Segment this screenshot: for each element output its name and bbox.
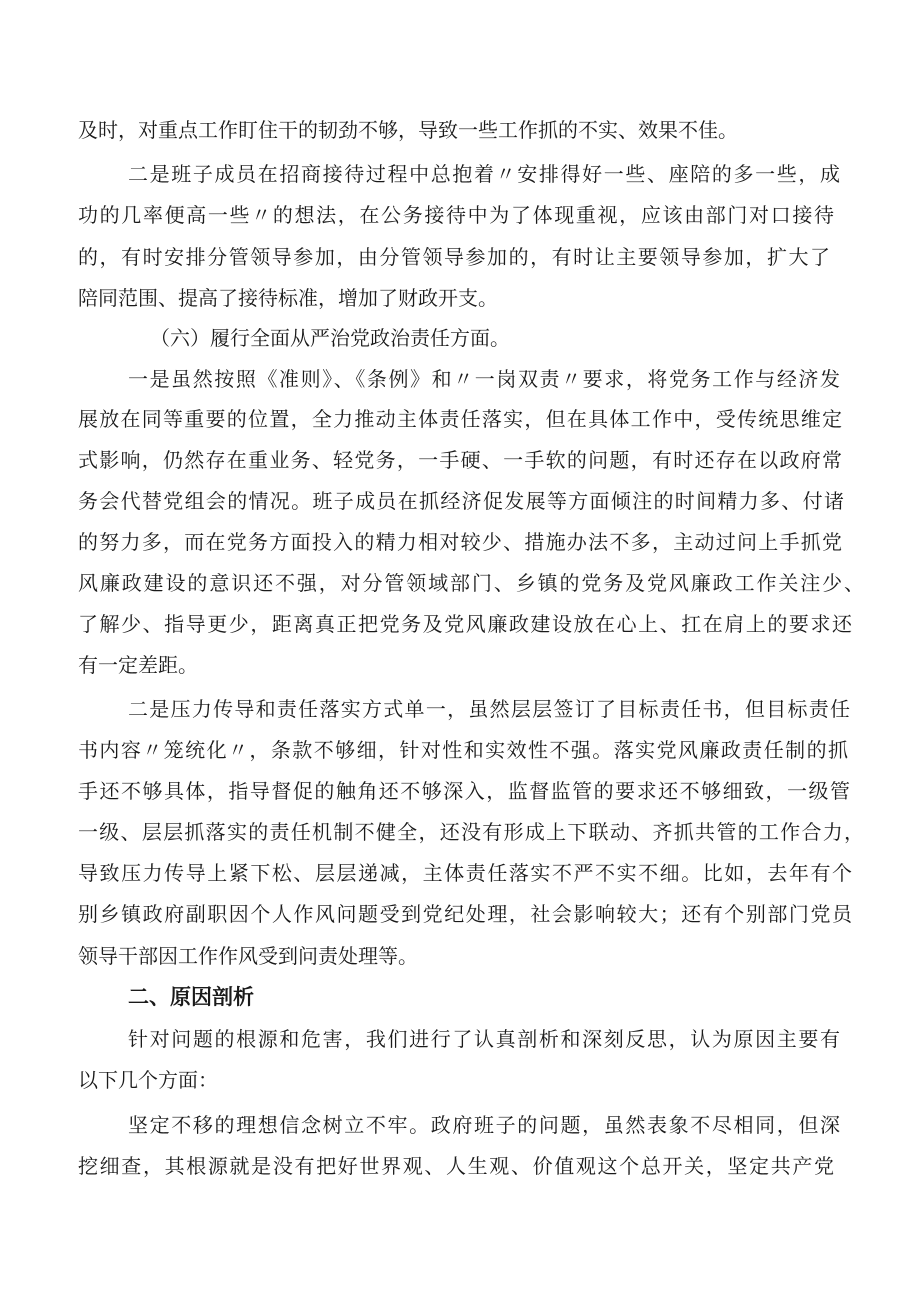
text-line-21: 领导干部因工作作风受到问责处理等。 xyxy=(78,944,418,968)
text-line-16: 书内容〃笼统化〃，条款不够细，针对性和实效性不强。落实党风廉政责任制的抓 xyxy=(78,738,848,762)
text-line-14: 有一定差距。 xyxy=(78,653,198,677)
text-line-12: 风廉政建设的意识还不强，对分管领域部门、乡镇的党务及党风廉政工作关注少、 xyxy=(78,571,864,595)
text-line-18: 一级、层层抓落实的责任机制不健全，还没有形成上下联动、齐抓共管的工作合力， xyxy=(78,820,864,844)
text-line-5: 陪同范围、提高了接待标准，增加了财政开支。 xyxy=(78,286,498,310)
text-line-24: 以下几个方面： xyxy=(78,1068,218,1092)
text-line-3: 功的几率便高一些〃的想法，在公务接待中为了体现重视，应该由部门对口接待 xyxy=(78,203,834,227)
text-line-7: 一是虽然按照《准则》、《条例》和〃一岗双责〃要求，将党务工作与经济发 xyxy=(128,367,840,391)
text-line-4: 的，有时安排分管领导参加，由分管领导参加的，有时让主要领导参加，扩大了 xyxy=(78,245,830,269)
section-heading: 二、原因剖析 xyxy=(128,985,254,1009)
text-line-10: 务会代替党组会的情况。班子成员在抓经济促发展等方面倾注的时间精力多、付诸 xyxy=(78,489,844,513)
text-line-23: 针对问题的根源和危害，我们进行了认真剖析和深刻反思，认为原因主要有 xyxy=(128,1027,840,1051)
text-line-26: 挖细查，其根源就是没有把好世界观、人生观、价值观这个总开关，坚定共产党 xyxy=(78,1154,834,1178)
text-line-8: 展放在同等重要的位置，全力推动主体责任落实，但在具体工作中，受传统思维定 xyxy=(78,407,842,431)
text-line-19: 导致压力传导上紧下松、层层递减，主体责任落实不严不实不细。比如，去年有个 xyxy=(78,861,852,885)
text-line-9: 式影响，仍然存在重业务、轻党务，一手硬、一手软的问题，有时还存在以政府常 xyxy=(78,448,842,472)
text-line-17: 手还不够具体，指导督促的触角还不够深入，监督监管的要求还不够细致，一级管 xyxy=(78,779,850,803)
text-line-13: 了解少、指导更少，距离真正把党务及党风廉政建设放在心上、扛在肩上的要求还 xyxy=(78,612,852,636)
text-line-2: 二是班子成员在招商接待过程中总抱着〃安排得好一些、座陪的多一些，成 xyxy=(128,162,840,186)
text-line-11: 的努力多，而在党务方面投入的精力相对较少、措施办法不多，主动过问上手抓党 xyxy=(78,530,842,554)
text-line-20: 别乡镇政府副职因个人作风问题受到党纪处理，社会影响较大；还有个别部门党员 xyxy=(78,902,852,926)
section-subheading: （六）履行全面从严治党政治责任方面。 xyxy=(150,326,510,350)
text-line-25: 坚定不移的理想信念树立不牢。政府班子的问题，虽然表象不尽相同，但深 xyxy=(128,1113,840,1137)
text-line-1: 及时，对重点工作盯住干的韧劲不够，导致一些工作抓的不实、效果不佳。 xyxy=(78,118,738,142)
text-line-15: 二是压力传导和责任落实方式单一，虽然层层签订了目标责任书，但目标责任 xyxy=(128,697,850,721)
